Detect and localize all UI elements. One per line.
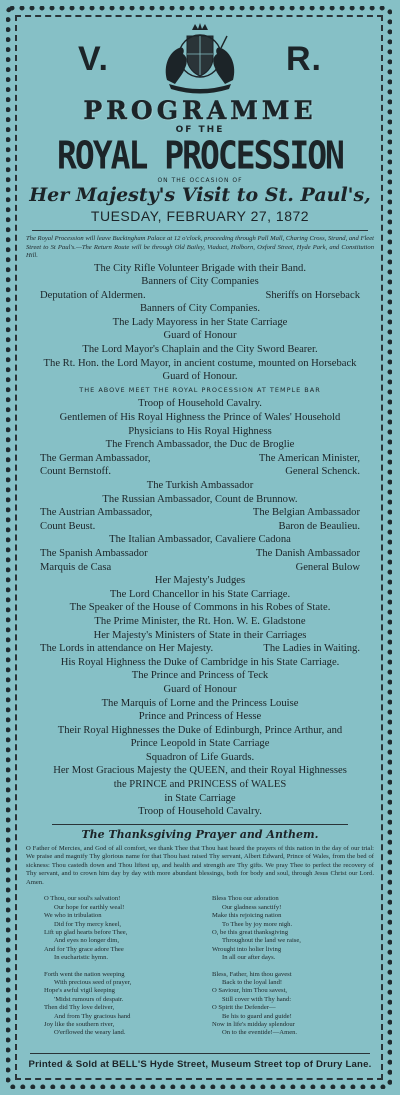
- anthem-line: And for Thy grace adore Thee: [44, 945, 124, 953]
- programme-heading: PROGRAMME: [83, 96, 317, 125]
- royal-coat-of-arms-icon: [155, 22, 245, 94]
- procession-list: [22, 262, 378, 819]
- procession-item: The Russian Ambassador, Count de Brunnow.: [102, 493, 298, 505]
- procession-item: The German Ambassador,: [40, 452, 151, 464]
- visit-heading: Her Majesty's Visit to St. Paul's,: [29, 184, 371, 206]
- procession-item: The Austrian Ambassador,: [40, 507, 153, 519]
- anthem-line: Now in life's midday splendour: [212, 1021, 295, 1029]
- procession-item: The Prime Minister, the Rt. Hon. W. E. Gladstone: [94, 615, 306, 627]
- anthem-column-right: [212, 895, 372, 1046]
- procession-item: Her Most Gracious Majesty the QUEEN, and their Royal Highnesses: [53, 765, 347, 777]
- procession-item: The Belgian Ambassador: [252, 507, 360, 519]
- procession-note: THE ABOVE MEET THE ROYAL PROCESSION AT TEMPLE BAR: [79, 385, 321, 394]
- anthem-line: And from Thy gracious hand: [54, 1012, 131, 1020]
- of-the-subheading: OF THE: [175, 125, 225, 135]
- procession-pair: [22, 642, 378, 656]
- procession-item: Her Majesty's Ministers of State in their Carriages: [93, 629, 307, 641]
- procession-pair: [22, 465, 378, 479]
- anthem-line: Throughout the land we raise,: [222, 937, 301, 945]
- divider: [32, 230, 368, 231]
- anthem-line: And eyes no longer dim,: [54, 937, 120, 945]
- procession-item: The Marquis of Lorne and the Princess Louise: [101, 697, 299, 709]
- occasion-line: ON THE OCCASION OF: [157, 177, 243, 184]
- procession-item: The American Minister,: [258, 452, 360, 464]
- anthem-stanza: [212, 895, 372, 962]
- procession-item: Their Royal Highnesses the Duke of Edinburgh, Prince Arthur, and: [57, 724, 343, 736]
- page-title: ROYAL PROCESSION: [57, 133, 343, 178]
- procession-item: His Royal Highness the Duke of Cambridge in his State Carriage.: [60, 656, 340, 668]
- procession-pair: [22, 561, 378, 575]
- procession-pair: [22, 506, 378, 520]
- anthem-line: Forth went the nation weeping: [44, 970, 125, 978]
- anthem-line: We who in tribulation: [44, 912, 102, 920]
- procession-pair: [22, 289, 378, 303]
- anthem-line: Then did Thy love deliver,: [44, 1004, 115, 1012]
- anthem-line: O Spirit the Defender—: [212, 1004, 276, 1012]
- anthem-line: O, be this great thanksgiving: [212, 928, 288, 936]
- procession-item: the PRINCE and PRINCESS of WALES: [113, 779, 287, 791]
- procession-item: Banners of City Companies.: [139, 303, 261, 315]
- thanksgiving-heading: The Thanksgiving Prayer and Anthem.: [81, 827, 319, 841]
- procession-item: The French Ambassador, the Duc de Broglie: [105, 439, 295, 451]
- anthem-line: Be his to guard and guide!: [222, 1012, 292, 1020]
- procession-item: Guard of Honour: [163, 330, 237, 342]
- anthem-line: Hope's awful vigil keeping: [44, 987, 115, 995]
- procession-item: The Spanish Ambassador: [40, 547, 148, 559]
- procession-item: General Schenck.: [285, 466, 360, 478]
- anthem-line: To Thee by joy more nigh.: [222, 920, 293, 928]
- procession-item: Count Beust.: [40, 520, 96, 532]
- anthem-line: Joy like the southern river,: [44, 1021, 115, 1029]
- anthem-stanza: [212, 971, 372, 1038]
- procession-item: Prince Leopold in State Carriage: [130, 738, 270, 750]
- procession-item: The Turkish Ambassador: [146, 480, 254, 491]
- procession-item: Prince and Princess of Hesse: [138, 711, 262, 723]
- anthem-line: Our gladness sanctify!: [222, 903, 282, 911]
- anthem-line: O Thou, our soul's salvation!: [44, 895, 121, 903]
- anthem-line: Bless, Father, him thou gavest: [212, 970, 292, 978]
- procession-item: Count Bernstoff.: [40, 466, 112, 478]
- anthem-line: Our hope for earthly weal!: [54, 903, 125, 911]
- anthem-stanza: [44, 971, 204, 1038]
- anthem: [44, 895, 372, 1046]
- royal-cypher-row: [22, 22, 378, 94]
- cypher-v: V.: [78, 40, 110, 78]
- divider: [30, 1053, 370, 1054]
- route-description: The Royal Procession will leave Buckingham Palace at 12 o'clock, proceeding through Pall Mall, Charing Cross, Strand, and Fleet Street to St Paul's.—The Return Route will be through Old Bailey, Viaduct, Holborn, Oxford Street, Hyde Park, and Constitution Hill.: [26, 235, 374, 259]
- anthem-column-left: [44, 895, 204, 1046]
- procession-item: The Lords in attendance on Her Majesty.: [40, 643, 214, 655]
- cypher-r: R.: [286, 40, 322, 78]
- thanksgiving-prayer: O Father of Mercies, and God of all comfort, we thank Thee that Thou hast heard the prayers of this nation in the day of our trial: We praise and magnify Thy glorious name for that Thou hast raised Thy servant, Albert Edward, Prince of Wales, from the bed of sickness: Thou castedh down and Thou liftest up, and health and strength are Thy gifts. We pray Thee to perfect the recovery of Thy servant, and to crown him day by day with more abundant blessings, both for body and soul, through Jesus Christ our Lord. Amen.: [26, 844, 374, 886]
- procession-item: General Bulow: [295, 561, 360, 573]
- procession-item: Baron de Beaulieu.: [278, 520, 360, 532]
- procession-item: The Ladies in Waiting.: [263, 643, 360, 655]
- anthem-line: Wrought into holier living: [212, 945, 282, 953]
- anthem-line: Still cover with Thy hand:: [222, 995, 292, 1003]
- procession-item: Gentlemen of His Royal Highness the Prince of Wales' Household: [59, 412, 341, 424]
- event-date: TUESDAY, FEBRUARY 27, 1872: [90, 208, 310, 224]
- procession-item: Banners of City Companies: [141, 276, 259, 288]
- anthem-line: O'erflowed the weary land.: [54, 1029, 126, 1037]
- anthem-line: Make this rejoicing nation: [212, 912, 282, 920]
- anthem-line: With precious seed of prayer,: [54, 979, 132, 986]
- procession-item: The Prince and Princess of Teck: [131, 670, 269, 682]
- procession-item: Squadron of Life Guards.: [145, 751, 255, 763]
- anthem-line: Lift up glad hearts before Thee,: [44, 928, 128, 936]
- divider: [52, 824, 348, 825]
- procession-item: The Speaker of the House of Commons in his Robes of State.: [69, 602, 331, 614]
- procession-item: Troop of Household Cavalry.: [138, 398, 262, 410]
- anthem-line: O Saviour, him Thou savest,: [212, 987, 288, 995]
- procession-item: The Lord Chancellor in his State Carriage.: [109, 588, 291, 600]
- anthem-line: In all our after days.: [222, 954, 276, 962]
- procession-item: Deputation of Aldermen.: [40, 289, 146, 301]
- anthem-line: 'Midst rumours of despair.: [54, 995, 124, 1003]
- procession-item: in State Carriage: [164, 792, 236, 804]
- broadside-content: [22, 22, 378, 1046]
- procession-item: The Rt. Hon. the Lord Mayor, in ancient costume, mounted on Horseback: [43, 357, 357, 369]
- anthem-line: Back to the loyal land!: [222, 979, 283, 986]
- anthem-stanza: [44, 895, 204, 962]
- procession-item: Troop of Household Cavalry.: [138, 806, 262, 818]
- procession-pair: [22, 452, 378, 466]
- procession-item: Marquis de Casa: [40, 561, 112, 573]
- procession-item: Her Majesty's Judges: [154, 575, 246, 587]
- procession-item: Physicians to His Royal Highness: [128, 425, 272, 437]
- procession-item: The Lord Mayor's Chaplain and the City Sword Bearer.: [82, 344, 318, 356]
- procession-pair: [22, 547, 378, 561]
- anthem-line: Bless Thou our adoration: [212, 895, 279, 903]
- anthem-line: Did for Thy mercy kneel,: [54, 920, 122, 928]
- procession-item: Sheriffs on Horseback: [265, 289, 360, 301]
- procession-item: The Danish Ambassador: [255, 547, 360, 559]
- anthem-line: On to the eventide!—Amen.: [222, 1029, 298, 1037]
- procession-item: The City Rifle Volunteer Brigade with their Band.: [93, 262, 307, 274]
- printer-imprint: Printed & Sold at BELL'S Hyde Street, Museum Street top of Drury Lane.: [28, 1059, 372, 1070]
- procession-item: Guard of Honour: [163, 683, 237, 695]
- procession-item: Guard of Honour.: [162, 371, 238, 383]
- procession-item: The Italian Ambassador, Cavaliere Cadona: [109, 534, 291, 546]
- anthem-line: In eucharistic hymn.: [54, 954, 109, 962]
- procession-pair: [22, 520, 378, 534]
- procession-item: The Lady Mayoress in her State Carriage: [112, 316, 288, 328]
